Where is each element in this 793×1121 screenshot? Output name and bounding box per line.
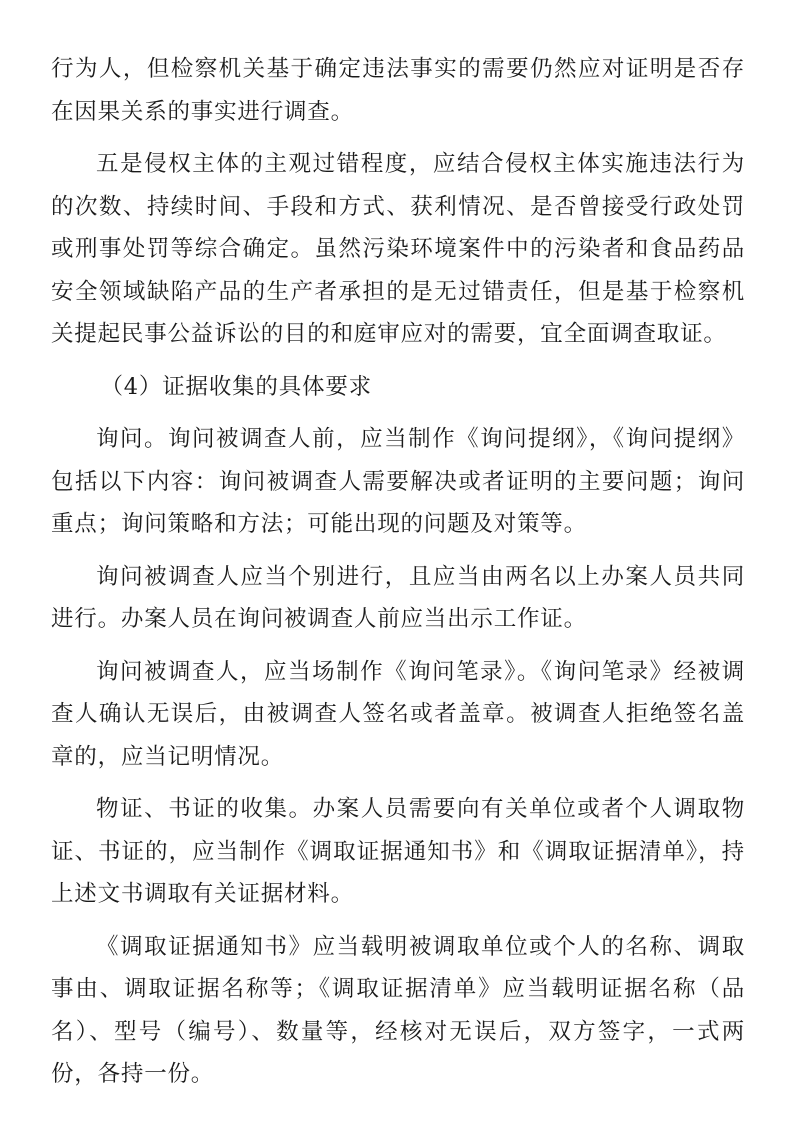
paragraph-physical-evidence: 物证、书证的收集。办案人员需要向有关单位或者个人调取物证、书证的，应当制作《调取证据通知书》和《调取证据清单》，持上述文书调取有关证据材料。 [51, 796, 745, 907]
paragraph-evidence-notice: 《调取证据通知书》应当载明被调取单位或个人的名称、调取事由、调取证据名称等；《调取证据清单》应当载明证据名称（品名）、型号（编号）、数量等，经核对无误后，双方签字，一式两份，各持一份。 [51, 933, 745, 1087]
paragraph-causality-investigation: 行为人，但检察机关基于确定违法事实的需要仍然应对证明是否存在因果关系的事实进行调查。 [51, 56, 745, 125]
paragraph-inquiry-individual: 询问被调查人应当个别进行，且应当由两名以上办案人员共同进行。办案人员在询问被调查人前应当出示工作证。 [51, 563, 745, 632]
section-heading-evidence-requirements: （4）证据收集的具体要求 [100, 373, 372, 400]
document-page [51, 48, 745, 1106]
paragraph-inquiry-record: 询问被调查人，应当场制作《询问笔录》。《询问笔录》经被调查人确认无误后，由被调查人签名或者盖章。被调查人拒绝签名盖章的，应当记明情况。 [51, 658, 745, 770]
paragraph-inquiry-outline: 询问。询问被调查人前，应当制作《询问提纲》，《询问提纲》包括以下内容：询问被调查人需要解决或者证明的主要问题；询问重点；询问策略和方法；可能出现的问题及对策等。 [51, 426, 745, 537]
paragraph-subjective-fault: 五是侵权主体的主观过错程度，应结合侵权主体实施违法行为的次数、持续时间、手段和方式、获利情况、是否曾接受行政处罚或刑事处罚等综合确定。虽然污染环境案件中的污染者和食品药品安全领域缺陷产品的生产者承担的是无过错责任，但是基于检察机关提起民事公益诉讼的目的和庭审应对的需要，宜全面调查取证。 [51, 151, 745, 347]
